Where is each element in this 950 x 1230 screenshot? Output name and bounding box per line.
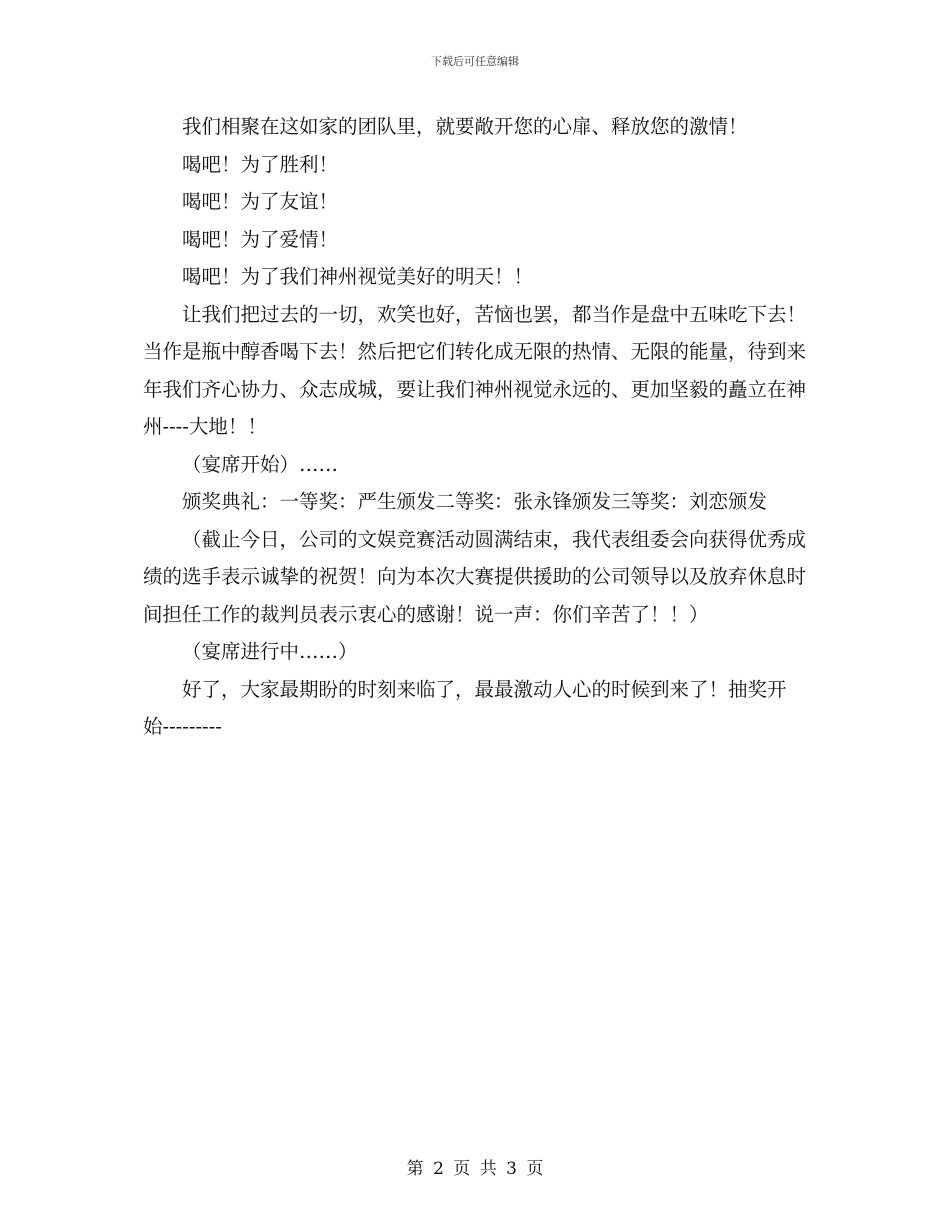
page-number-footer: 第 2 页 共 3 页 bbox=[406, 1159, 544, 1179]
paragraph: （宴席开始）…… bbox=[182, 452, 339, 476]
paragraph: 我们相聚在这如家的团队里，就要敞开您的心扉、释放您的激情！ bbox=[182, 115, 748, 138]
page-header-note: 下载后可任意编辑 bbox=[431, 55, 519, 68]
paragraph: 好了，大家最期盼的时刻来临了，最最激动人心的时候到来了！抽奖开始--------- bbox=[143, 677, 787, 738]
paragraph: 喝吧！为了爱情！ bbox=[182, 227, 339, 251]
paragraph: 颁奖典礼：一等奖：严生颁发二等奖：张永锋颁发三等奖：刘恋颁发 bbox=[182, 490, 768, 513]
paragraph: 喝吧！为了友谊！ bbox=[182, 190, 339, 213]
paragraph: 喝吧！为了胜利！ bbox=[182, 152, 339, 176]
paragraph: （宴席进行中……） bbox=[182, 640, 358, 663]
paragraph: （截止今日，公司的文娱竞赛活动圆满结束，我代表组委会向获得优秀成绩的选手表示诚挚的祝贺！向为本次大赛提供援助的公司领导以及放弃休息时间担任工作的裁判员表示衷心的感谢！说一声：你们辛苦了！！） bbox=[143, 527, 807, 626]
document-body bbox=[143, 108, 807, 746]
paragraph: 喝吧！为了我们神州视觉美好的明天！！ bbox=[182, 265, 534, 288]
paragraph: 让我们把过去的一切，欢笑也好，苦恼也罢，都当作是盘中五味吃下去！当作是瓶中醇香喝下去！然后把它们转化成无限的热情、无限的能量，待到来年我们齐心协力、众志成城，要让我们神州视觉永远的、更加坚毅的矗立在神州----大地！！ bbox=[143, 302, 807, 438]
